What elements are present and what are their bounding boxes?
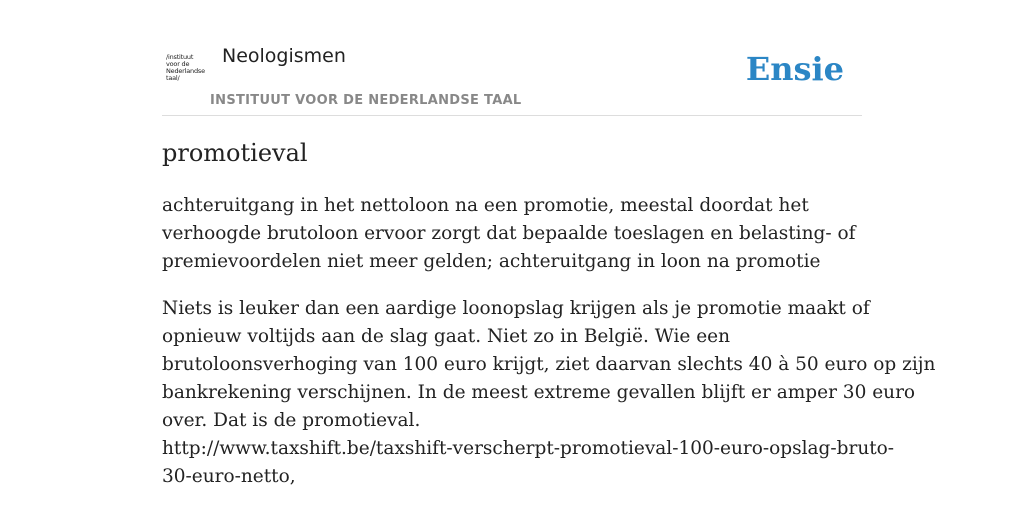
example-line: opnieuw voltijds aan de slag gaat. Niet zo in België. Wie een [162, 326, 731, 347]
source-url-line[interactable]: http://www.taxshift.be/taxshift-verscherpt-promotieval-100-euro-opslag-bruto- [162, 438, 895, 459]
logo-line: Nederlandse [166, 67, 205, 75]
publisher-name: INSTITUUT VOOR DE NEDERLANDSE TAAL [210, 93, 522, 108]
page [162, 0, 936, 512]
logo-line: voor de [166, 60, 190, 68]
example-line: Niets is leuker dan een aardige loonopslag krijgen als je promotie maakt of [162, 298, 870, 319]
ivdnt-logo[interactable] [166, 54, 210, 90]
definition-text: achteruitgang in het nettoloon na een promotie, meestal doordat het verhoogde brutoloon ervoor zorgt dat bepaalde toeslagen en belasting- of premievoordelen niet meer gelden; achteruitgang in loon na promotie [162, 195, 856, 272]
headword: promotieval [162, 139, 308, 167]
example-line: bankrekening verschijnen. In de meest extreme gevallen blijft er amper 30 euro [162, 382, 916, 403]
logo-line: taal/ [166, 74, 180, 82]
example-line: brutoloonsverhoging van 100 euro krijgt, ziet daarvan slechts 40 à 50 euro op zijn [162, 354, 936, 375]
ensie-brand-link[interactable]: Ensie [745, 50, 844, 88]
source-url-line[interactable]: 30-euro-netto, [162, 466, 296, 487]
example-line: over. Dat is de promotieval. [162, 410, 421, 431]
header-divider [162, 115, 862, 116]
logo-line: /instituut [166, 53, 194, 61]
example-text [162, 295, 936, 491]
site-name[interactable]: Neologismen [222, 45, 346, 67]
